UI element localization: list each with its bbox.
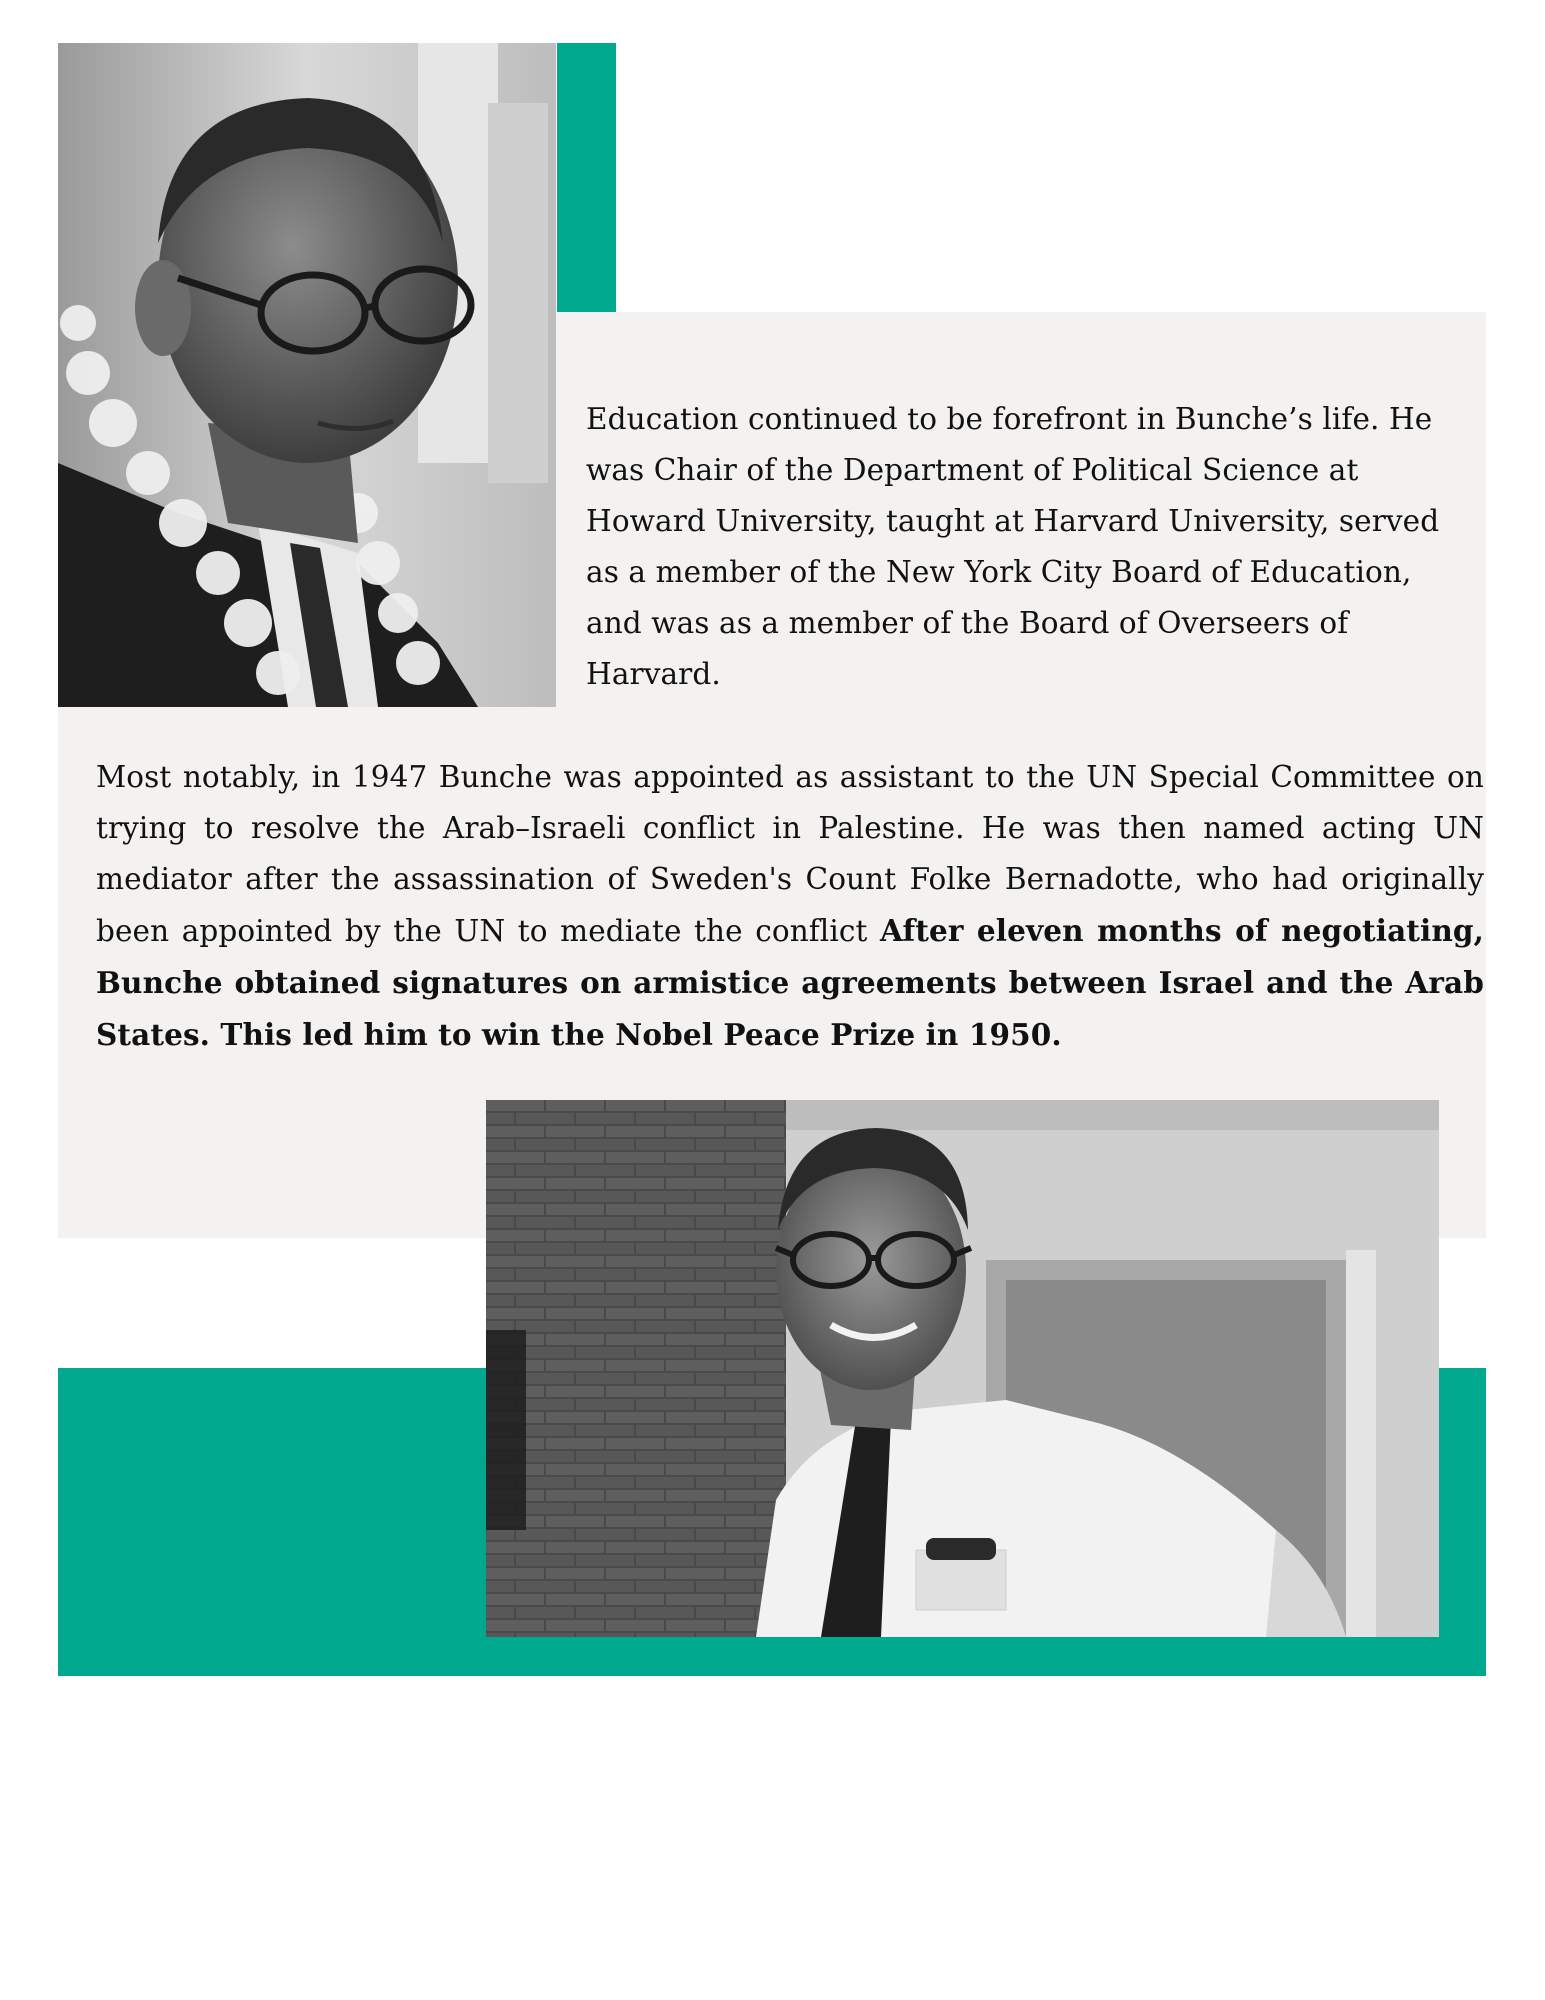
portrait-photo-top (58, 43, 556, 707)
mediation-paragraph (96, 752, 1484, 1061)
education-paragraph: Education continued to be forefront in Bunche’s life. He was Chair of the Department of Political Science at Howard University, taught at Harvard University, served as a member of the New York City Board of Education, and was as a member of the Board of Overseers of Harvard. (586, 402, 1440, 691)
accent-block-top (557, 43, 616, 313)
portrait-photo-top-image (58, 43, 556, 707)
nobel-prize-text: After eleven months of negotiating, Bunche obtained signatures on armistice agreements between Israel and the Arab States. This led him to win the Nobel Peace Prize in 1950. (96, 913, 1484, 1052)
mediation-text: Most notably, in 1947 Bunche was appointed as assistant to the UN Special Committee on trying to resolve the Arab–Israeli conflict in Palestine. He was then named acting UN mediator after the assassination of Sweden's Count Folke Bernadotte, who had originally been appointed by the UN to mediate the conflict (96, 760, 1484, 948)
portrait-photo-bottom-image (486, 1100, 1439, 1637)
portrait-photo-bottom (486, 1100, 1439, 1637)
